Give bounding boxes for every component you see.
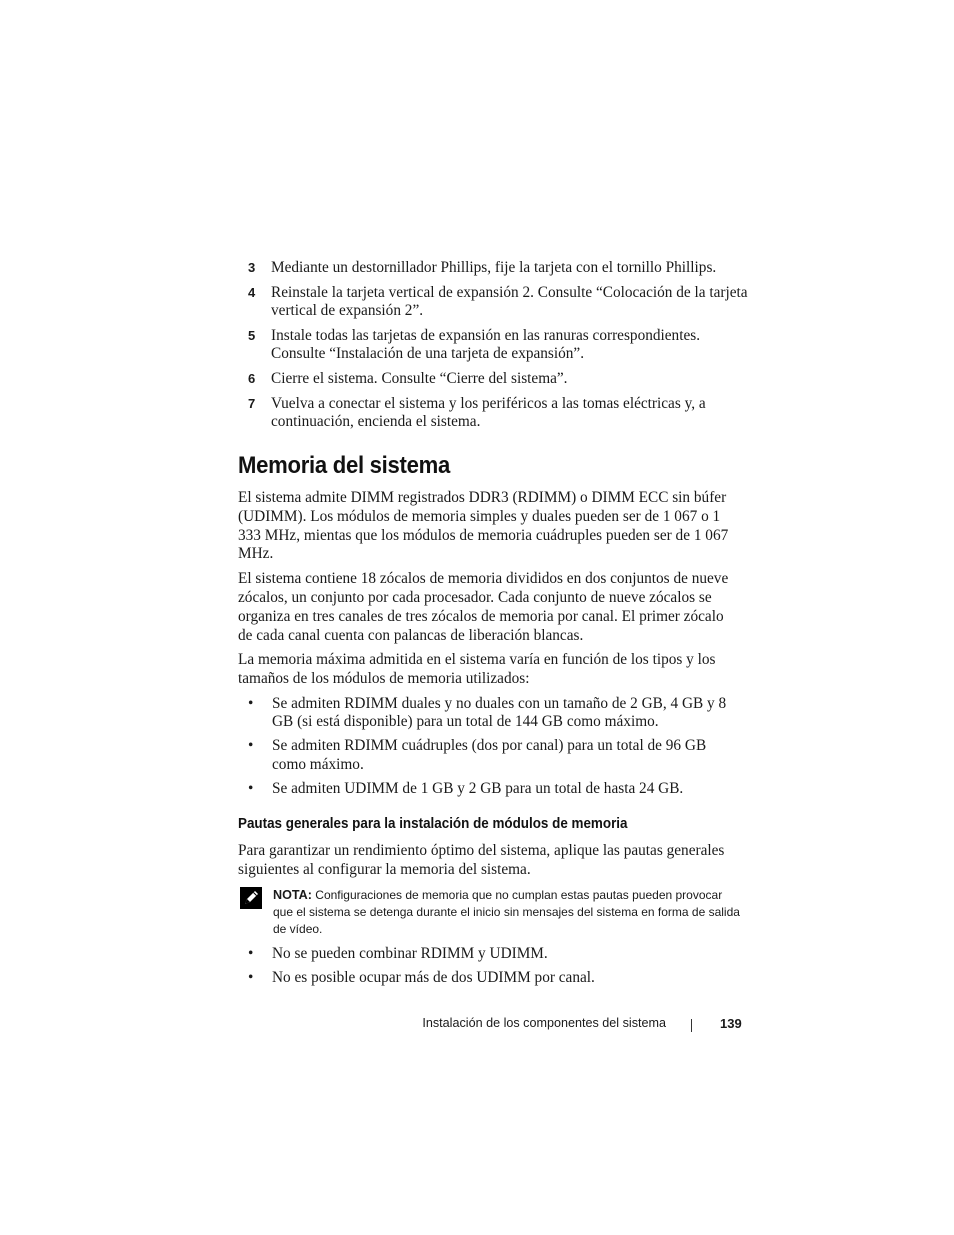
note-pencil-icon — [240, 887, 262, 909]
step-number: 5 — [248, 328, 256, 343]
step-text: Vuelva a conectar el sistema y los periféricos a las tomas eléctricas y, a continuación, encienda el sistema. — [271, 395, 706, 431]
list-item: • Se admiten UDIMM de 1 GB y 2 GB para un total de hasta 24 GB. — [248, 779, 684, 797]
section-paragraph: La memoria máxima admitida en el sistema varía en función de los tipos y los tamaños de los módulos de memoria utilizados: — [238, 651, 716, 688]
step-text: Mediante un destornillador Phillips, fije la tarjeta con el tornillo Phillips. — [271, 259, 717, 276]
section-title: Memoria del sistema — [238, 452, 450, 479]
subsection-body — [238, 842, 738, 886]
subsection-paragraph: Para garantizar un rendimiento óptimo del sistema, aplique las pautas generales siguientes al configurar la memoria del sistema. — [238, 842, 725, 878]
step-text: Cierre el sistema. Consulte “Cierre del sistema”. — [271, 370, 568, 388]
step-list — [248, 259, 748, 438]
step-number: 7 — [248, 396, 256, 411]
step-item — [248, 327, 748, 364]
note-box — [240, 887, 740, 939]
note-text — [240, 887, 740, 939]
step-item — [248, 370, 748, 388]
step-item — [248, 259, 748, 277]
footer-chapter-title: Instalación de los componentes del sistema — [422, 1016, 666, 1030]
list-item-text: No se pueden combinar RDIMM y UDIMM. — [272, 945, 548, 962]
guideline-bullet-list — [238, 945, 738, 988]
step-item — [248, 395, 748, 432]
subsection-title: Pautas generales para la instalación de módulos de memoria — [238, 816, 628, 832]
guideline-list-wrapper — [238, 945, 738, 993]
footer-divider — [691, 1019, 692, 1032]
list-item-text: Se admiten RDIMM cuádruples (dos por canal) para un total de 96 GB como máximo. — [272, 737, 707, 773]
list-item: • Se admiten RDIMM duales y no duales con un tamaño de 2 GB, 4 GB y 8 GB (si está disponible) para un total de 144 GB como máximo. — [248, 694, 727, 731]
step-item — [248, 284, 748, 321]
page-number: 139 — [720, 1016, 742, 1031]
list-item: • No es posible ocupar más de dos UDIMM por canal. — [248, 969, 595, 987]
note-body: Configuraciones de memoria que no cumplan estas pautas pueden provocar que el sistema se detenga durante el inicio sin mensajes del sistema en forma de salida de vídeo. — [273, 888, 740, 937]
section-paragraph: El sistema contiene 18 zócalos de memoria divididos en dos conjuntos de nueve zócalos, un conjunto por cada procesador. Cada conjunto de nueve zócalos se organiza en tres canales de tres zócalos de memoria por canal. El primer zócalo de cada canal cuenta con palancas de liberación blancas. — [238, 570, 729, 644]
section-body — [238, 489, 738, 804]
list-item-text: Se admiten RDIMM duales y no duales con un tamaño de 2 GB, 4 GB y 8 GB (si está disponible) para un total de 144 GB como máximo. — [272, 694, 727, 731]
step-number: 6 — [248, 371, 256, 387]
step-text: Instale todas las tarjetas de expansión en las ranuras correspondientes. Consulte “Instalación de una tarjeta de expansión”. — [271, 327, 701, 363]
list-item-text: Se admiten UDIMM de 1 GB y 2 GB para un total de hasta 24 GB. — [272, 779, 684, 797]
step-number: 3 — [248, 260, 256, 275]
step-number: 4 — [248, 284, 256, 300]
page-footer — [0, 1016, 954, 1036]
note-label: NOTA: — [273, 888, 312, 902]
list-item: • Se admiten RDIMM cuádruples (dos por canal) para un total de 96 GB como máximo. — [248, 737, 707, 773]
section-paragraph: El sistema admite DIMM registrados DDR3 (RDIMM) o DIMM ECC sin búfer (UDIMM). Los módulos de memoria simples y duales pueden ser de 1 067 o 1 333 MHz, mientas que los módulos de memoria cuádruples pueden ser de 1 067 MHz. — [238, 489, 729, 563]
memory-bullet-list — [238, 695, 738, 798]
list-item-text: No es posible ocupar más de dos UDIMM por canal. — [272, 969, 595, 987]
step-text: Reinstale la tarjeta vertical de expansión 2. Consulte “Colocación de la tarjeta vertical de expansión 2”. — [271, 283, 748, 320]
list-item: • No se pueden combinar RDIMM y UDIMM. — [248, 945, 548, 962]
